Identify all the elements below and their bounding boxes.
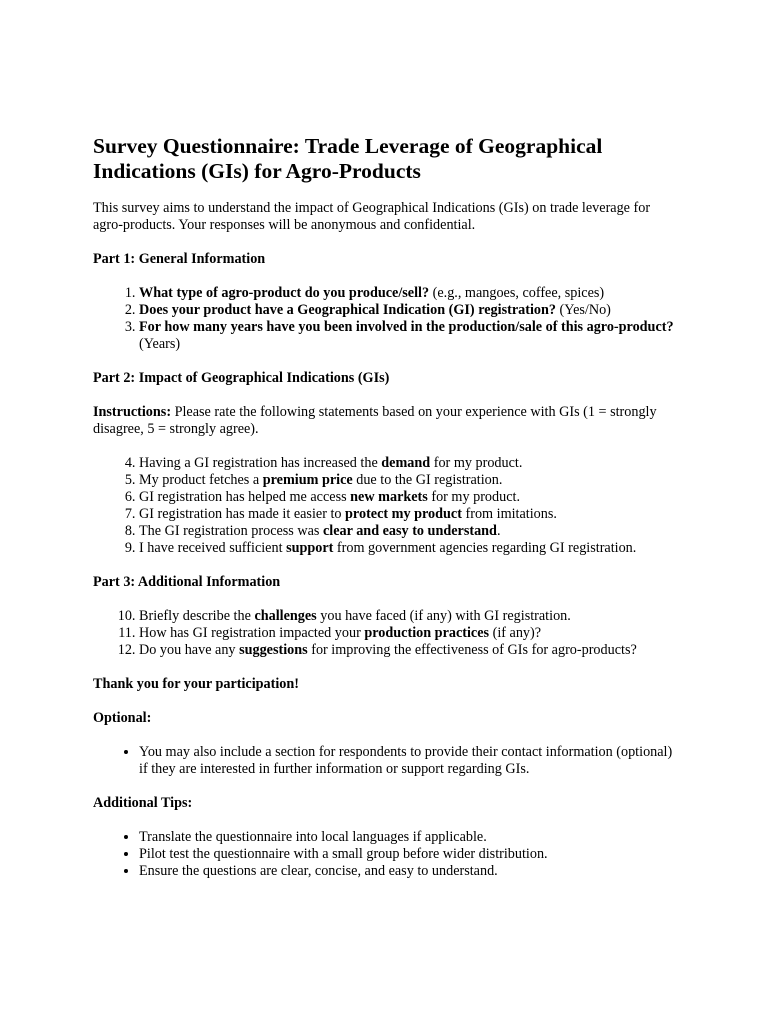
list-item: • Pilot test the questionnaire with a small group before wider distribution.	[139, 846, 683, 863]
part3-heading: Part 3: Additional Information	[93, 574, 281, 590]
part2-list	[93, 455, 683, 557]
list-item: • Ensure the questions are clear, concise, and easy to understand.	[139, 863, 683, 880]
list-item: 6. GI registration has helped me access new markets for my product.	[139, 489, 683, 506]
list-item: 1. What type of agro-product do you produce/sell? (e.g., mangoes, coffee, spices)	[139, 285, 683, 302]
part1-list	[93, 285, 683, 353]
instructions-label: Instructions:	[93, 404, 172, 420]
thanks-text: Thank you for your participation!	[93, 676, 300, 692]
optional-heading: Optional:	[93, 710, 152, 726]
list-item: 8. The GI registration process was clear and easy to understand.	[139, 523, 683, 540]
list-item: 11. How has GI registration impacted your production practices (if any)?	[139, 625, 683, 642]
part1-heading: Part 1: General Information	[93, 251, 266, 267]
list-item: • You may also include a section for respondents to provide their contact information (optional) if they are interested in further information or support regarding GIs.	[139, 744, 683, 778]
intro-paragraph: This survey aims to understand the impact of Geographical Indications (GIs) on trade leverage for agro-products. Your responses will be anonymous and confidential.	[93, 200, 651, 233]
list-item: 4. Having a GI registration has increased the demand for my product.	[139, 455, 683, 472]
part2-heading: Part 2: Impact of Geographical Indications (GIs)	[93, 370, 390, 386]
instructions-paragraph	[93, 404, 683, 438]
part3-list	[93, 608, 683, 659]
list-item: 2. Does your product have a Geographical Indication (GI) registration? (Yes/No)	[139, 302, 683, 319]
list-item: 10. Briefly describe the challenges you have faced (if any) with GI registration.	[139, 608, 683, 625]
list-item: 12. Do you have any suggestions for improving the effectiveness of GIs for agro-products?	[139, 642, 683, 659]
list-item: 9. I have received sufficient support from government agencies regarding GI registration.	[139, 540, 683, 557]
tips-list	[93, 829, 683, 880]
page-title: Survey Questionnaire: Trade Leverage of Geographical Indications (GIs) for Agro-Products	[93, 134, 603, 183]
instructions-text: Please rate the following statements based on your experience with GIs (1 = strongly disagree, 5 = strongly agree).	[93, 404, 657, 437]
list-item: 7. GI registration has made it easier to protect my product from imitations.	[139, 506, 683, 523]
tips-heading: Additional Tips:	[93, 795, 193, 811]
list-item: 3. For how many years have you been involved in the production/sale of this agro-product? (Years)	[139, 319, 683, 353]
document-content	[93, 134, 683, 897]
list-item: 5. My product fetches a premium price due to the GI registration.	[139, 472, 683, 489]
list-item: • Translate the questionnaire into local languages if applicable.	[139, 829, 683, 846]
optional-list	[93, 744, 683, 778]
